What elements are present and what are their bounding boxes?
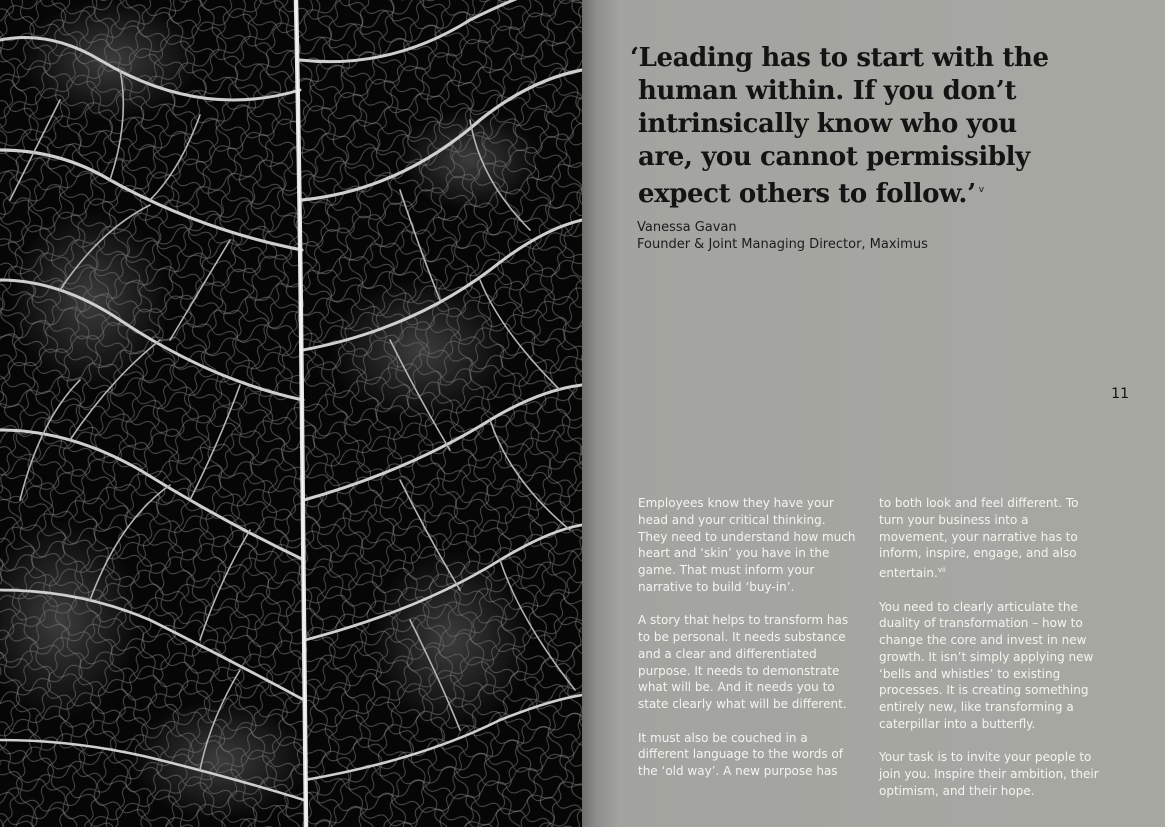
leaf-vein-illustration	[0, 0, 582, 827]
body-paragraph: Your task is to invite your people to join you. Inspire their ambition, their optimism, and their hope.	[879, 750, 1099, 798]
page-number: 11	[1111, 386, 1129, 402]
body-column-right	[879, 495, 1099, 816]
body-paragraph: It must also be couched in a different language to the words of the ‘old way’. A new purpose has	[638, 730, 843, 778]
attribution-name: Vanessa Gavan	[637, 220, 737, 235]
body-paragraph	[879, 495, 1099, 582]
quote-line: expect others to follow.’	[638, 178, 976, 209]
quote-reference: v	[978, 185, 985, 195]
attribution-title: Founder & Joint Managing Director, Maximus	[637, 237, 928, 252]
body-paragraph: You need to clearly articulate the duality of transformation – how to change the core and invest in new growth. It isn’t simply applying new ‘bells and whistles’ to existing processes. It is creating something entirely new, like transforming a caterpillar into a butterfly.	[879, 599, 1094, 731]
text-page	[582, 0, 1165, 827]
body-column-left	[638, 495, 858, 797]
body-paragraph: Employees know they have your head and your critical thinking. They need to understand how much heart and ‘skin’ you have in the game. That must inform your narrative to build ‘buy-in’.	[638, 496, 856, 594]
footnote-reference: vii	[937, 566, 946, 574]
quote-line: ‘Leading has to start with the	[630, 43, 1049, 73]
body-paragraph-text: to both look and feel different. To turn your business into a movement, your narrative has to inform, inspire, engage, and also entertain.	[879, 496, 1079, 580]
leaf-vein-photo	[0, 0, 582, 827]
quote-attribution	[637, 219, 928, 253]
pull-quote	[630, 42, 1100, 211]
body-paragraph: A story that helps to transform has to be personal. It needs substance and a clear and differentiated purpose. It needs to demonstrate what will be. And it needs you to state clearly what will be different.	[638, 613, 849, 711]
quote-line: intrinsically know who you	[638, 109, 1017, 139]
quote-line: are, you cannot permissibly	[638, 142, 1030, 172]
quote-line: human within. If you don’t	[638, 76, 1017, 106]
